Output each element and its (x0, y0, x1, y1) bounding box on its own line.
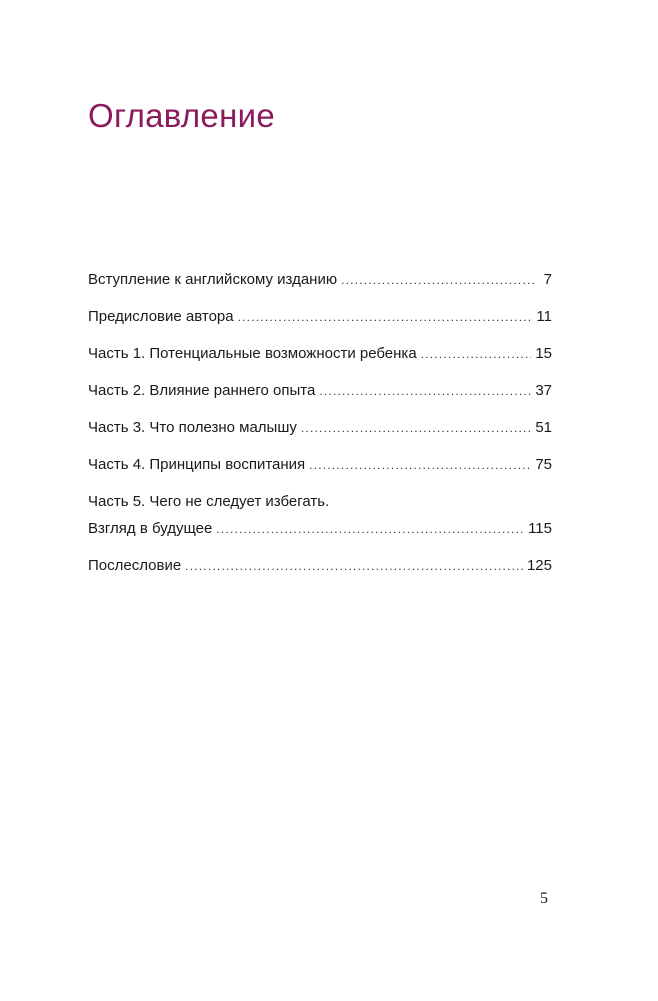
toc-entry-preface[interactable] (88, 307, 552, 327)
toc-entry-part-3[interactable] (88, 418, 552, 438)
toc-entry-introduction[interactable] (88, 270, 552, 290)
dot-leader (341, 270, 536, 290)
toc-entry-label: Послесловие (88, 557, 182, 574)
toc-entry-label: Вступление к английскому изданию (88, 271, 338, 288)
toc-entry-afterword[interactable] (88, 556, 552, 576)
page-title: Оглавление (88, 97, 275, 134)
toc-entry-label-line-1: Часть 5. Чего не следует избегать. (88, 493, 330, 510)
dot-leader (238, 307, 533, 327)
page-number: 5 (540, 890, 548, 907)
toc-entry-second-line (88, 519, 552, 539)
dot-leader (319, 381, 531, 401)
toc-entry-page: 11 (536, 308, 552, 325)
toc-entry-label: Часть 3. Что полезно малышу (88, 419, 297, 436)
dot-leader (421, 344, 532, 364)
toc-entry-part-5[interactable] (88, 492, 552, 539)
dot-leader (216, 519, 524, 539)
toc-entry-page: 75 (535, 456, 552, 473)
toc-entry-label: Часть 2. Влияние раннего опыта (88, 382, 316, 399)
toc-entry-part-2[interactable] (88, 381, 552, 401)
toc-entry-page: 15 (535, 345, 552, 362)
dot-leader (301, 418, 531, 438)
toc-entry-part-4[interactable] (88, 455, 552, 475)
toc-entry-label: Часть 4. Принципы воспитания (88, 456, 306, 473)
table-of-contents (88, 270, 552, 593)
toc-entry-page: 7 (543, 271, 552, 288)
toc-entry-page: 125 (526, 557, 552, 574)
toc-entry-label: Часть 1. Потенциальные возможности ребенка (88, 345, 417, 362)
dot-leader (309, 455, 531, 475)
toc-entry-page: 37 (535, 382, 552, 399)
dot-leader (185, 556, 523, 576)
toc-entry-page: 115 (528, 520, 552, 537)
toc-entry-part-1[interactable] (88, 344, 552, 364)
toc-entry-label-line-2: Взгляд в будущее (88, 520, 213, 537)
toc-entry-label: Предисловие автора (88, 308, 234, 325)
toc-entry-page: 51 (535, 419, 552, 436)
